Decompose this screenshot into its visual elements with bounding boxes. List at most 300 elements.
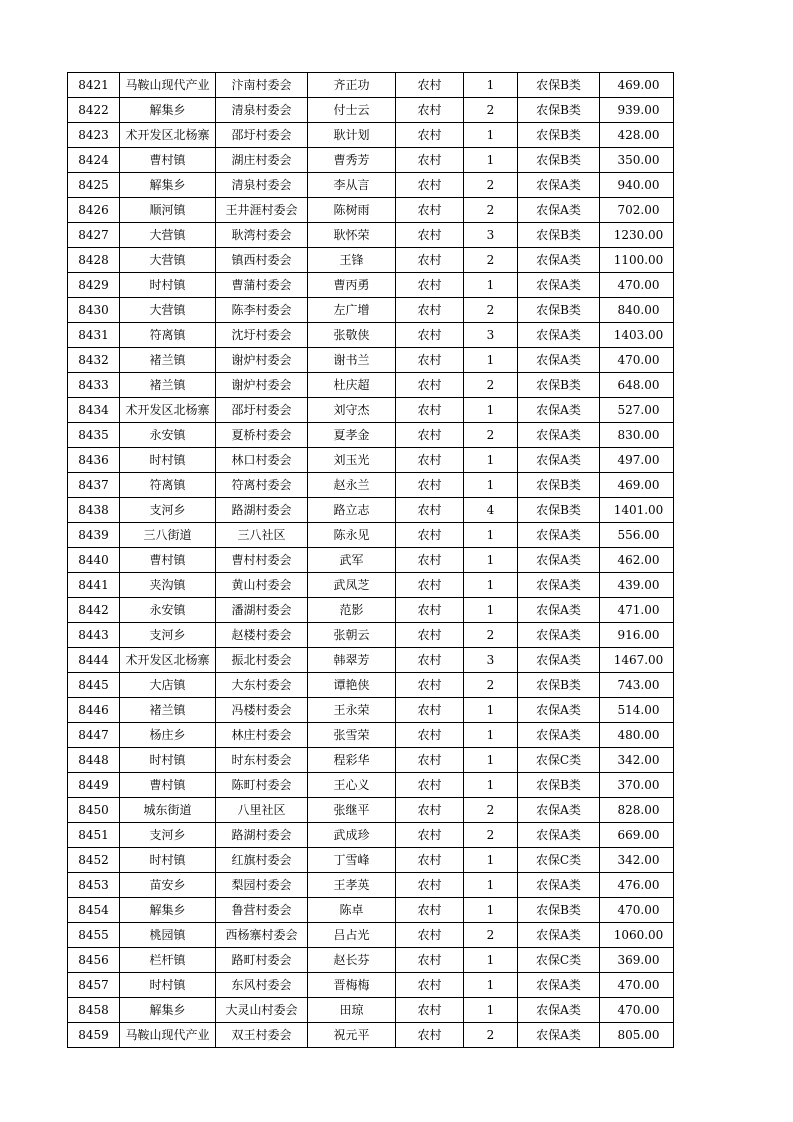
table-row	[68, 998, 674, 1023]
insurance-category-cell: 农保B类	[518, 773, 600, 798]
amount-cell: 480.00	[600, 723, 674, 748]
row-id-cell: 8459	[68, 1023, 120, 1048]
township-cell: 三八街道	[120, 523, 216, 548]
village-committee-cell: 邵圩村委会	[216, 398, 308, 423]
township-cell: 城东街道	[120, 798, 216, 823]
table-row	[68, 373, 674, 398]
household-size-cell: 2	[464, 373, 518, 398]
household-type-cell: 农村	[396, 398, 464, 423]
amount-cell: 648.00	[600, 373, 674, 398]
household-type-cell: 农村	[396, 773, 464, 798]
household-size-cell: 2	[464, 98, 518, 123]
amount-cell: 469.00	[600, 73, 674, 98]
row-id-cell: 8439	[68, 523, 120, 548]
table-body	[68, 73, 674, 1048]
table-row	[68, 398, 674, 423]
amount-cell: 939.00	[600, 98, 674, 123]
household-type-cell: 农村	[396, 173, 464, 198]
household-type-cell: 农村	[396, 498, 464, 523]
insurance-category-cell: 农保A类	[518, 698, 600, 723]
household-size-cell: 1	[464, 748, 518, 773]
person-name-cell: 田琼	[308, 998, 396, 1023]
village-committee-cell: 曹蒲村委会	[216, 273, 308, 298]
village-committee-cell: 大灵山村委会	[216, 998, 308, 1023]
table-row	[68, 73, 674, 98]
row-id-cell: 8431	[68, 323, 120, 348]
amount-cell: 342.00	[600, 748, 674, 773]
village-committee-cell: 陈町村委会	[216, 773, 308, 798]
amount-cell: 743.00	[600, 673, 674, 698]
household-type-cell: 农村	[396, 373, 464, 398]
village-committee-cell: 林庄村委会	[216, 723, 308, 748]
household-type-cell: 农村	[396, 298, 464, 323]
village-committee-cell: 夏桥村委会	[216, 423, 308, 448]
household-size-cell: 1	[464, 348, 518, 373]
person-name-cell: 曹秀芳	[308, 148, 396, 173]
township-cell: 大店镇	[120, 673, 216, 698]
insurance-category-cell: 农保B类	[518, 473, 600, 498]
table-row	[68, 498, 674, 523]
household-size-cell: 3	[464, 223, 518, 248]
township-cell: 支河乡	[120, 823, 216, 848]
village-committee-cell: 振北村委会	[216, 648, 308, 673]
row-id-cell: 8445	[68, 673, 120, 698]
row-id-cell: 8435	[68, 423, 120, 448]
insurance-category-cell: 农保A类	[518, 973, 600, 998]
village-committee-cell: 双王村委会	[216, 1023, 308, 1048]
row-id-cell: 8423	[68, 123, 120, 148]
township-cell: 时村镇	[120, 748, 216, 773]
village-committee-cell: 东风村委会	[216, 973, 308, 998]
household-type-cell: 农村	[396, 1023, 464, 1048]
household-size-cell: 2	[464, 623, 518, 648]
insurance-category-cell: 农保B类	[518, 73, 600, 98]
person-name-cell: 张继平	[308, 798, 396, 823]
person-name-cell: 谢书兰	[308, 348, 396, 373]
household-type-cell: 农村	[396, 248, 464, 273]
insurance-category-cell: 农保A类	[518, 598, 600, 623]
amount-cell: 556.00	[600, 523, 674, 548]
row-id-cell: 8437	[68, 473, 120, 498]
row-id-cell: 8449	[68, 773, 120, 798]
insurance-category-cell: 农保A类	[518, 623, 600, 648]
insurance-category-cell: 农保B类	[518, 298, 600, 323]
township-cell: 时村镇	[120, 848, 216, 873]
household-size-cell: 1	[464, 848, 518, 873]
township-cell: 褚兰镇	[120, 698, 216, 723]
row-id-cell: 8441	[68, 573, 120, 598]
insurance-category-cell: 农保A类	[518, 198, 600, 223]
insurance-category-cell: 农保A类	[518, 448, 600, 473]
household-size-cell: 1	[464, 598, 518, 623]
insurance-category-cell: 农保A类	[518, 998, 600, 1023]
table-row	[68, 548, 674, 573]
table-row	[68, 473, 674, 498]
table-row	[68, 148, 674, 173]
table-row	[68, 773, 674, 798]
township-cell: 解集乡	[120, 898, 216, 923]
household-size-cell: 2	[464, 823, 518, 848]
township-cell: 符离镇	[120, 323, 216, 348]
township-cell: 褚兰镇	[120, 348, 216, 373]
person-name-cell: 夏孝金	[308, 423, 396, 448]
person-name-cell: 耿计划	[308, 123, 396, 148]
household-type-cell: 农村	[396, 573, 464, 598]
table-row	[68, 573, 674, 598]
household-size-cell: 1	[464, 148, 518, 173]
row-id-cell: 8429	[68, 273, 120, 298]
household-size-cell: 1	[464, 948, 518, 973]
insurance-category-cell: 农保C类	[518, 948, 600, 973]
household-type-cell: 农村	[396, 798, 464, 823]
amount-cell: 470.00	[600, 348, 674, 373]
household-size-cell: 1	[464, 898, 518, 923]
township-cell: 支河乡	[120, 498, 216, 523]
insurance-category-cell: 农保A类	[518, 573, 600, 598]
row-id-cell: 8444	[68, 648, 120, 673]
amount-cell: 916.00	[600, 623, 674, 648]
person-name-cell: 张敬侠	[308, 323, 396, 348]
village-committee-cell: 邵圩村委会	[216, 123, 308, 148]
person-name-cell: 王心义	[308, 773, 396, 798]
table-row	[68, 123, 674, 148]
amount-cell: 497.00	[600, 448, 674, 473]
amount-cell: 527.00	[600, 398, 674, 423]
township-cell: 褚兰镇	[120, 373, 216, 398]
person-name-cell: 韩翠芳	[308, 648, 396, 673]
village-committee-cell: 湖庄村委会	[216, 148, 308, 173]
person-name-cell: 李从言	[308, 173, 396, 198]
household-type-cell: 农村	[396, 848, 464, 873]
amount-cell: 1100.00	[600, 248, 674, 273]
table-row	[68, 273, 674, 298]
village-committee-cell: 曹村村委会	[216, 548, 308, 573]
household-type-cell: 农村	[396, 73, 464, 98]
amount-cell: 350.00	[600, 148, 674, 173]
amount-cell: 669.00	[600, 823, 674, 848]
village-committee-cell: 时东村委会	[216, 748, 308, 773]
village-committee-cell: 潘湖村委会	[216, 598, 308, 623]
amount-cell: 369.00	[600, 948, 674, 973]
row-id-cell: 8433	[68, 373, 120, 398]
row-id-cell: 8438	[68, 498, 120, 523]
amount-cell: 1403.00	[600, 323, 674, 348]
person-name-cell: 祝元平	[308, 1023, 396, 1048]
household-type-cell: 农村	[396, 123, 464, 148]
village-committee-cell: 镇西村委会	[216, 248, 308, 273]
row-id-cell: 8455	[68, 923, 120, 948]
table-row	[68, 823, 674, 848]
person-name-cell: 张雪荣	[308, 723, 396, 748]
row-id-cell: 8447	[68, 723, 120, 748]
insurance-category-cell: 农保A类	[518, 248, 600, 273]
insurance-category-cell: 农保A类	[518, 273, 600, 298]
village-committee-cell: 路湖村委会	[216, 823, 308, 848]
township-cell: 术开发区北杨寨	[120, 123, 216, 148]
township-cell: 大营镇	[120, 223, 216, 248]
table-row	[68, 448, 674, 473]
row-id-cell: 8452	[68, 848, 120, 873]
township-cell: 解集乡	[120, 173, 216, 198]
person-name-cell: 赵永兰	[308, 473, 396, 498]
row-id-cell: 8436	[68, 448, 120, 473]
village-committee-cell: 符离村委会	[216, 473, 308, 498]
insurance-category-cell: 农保C类	[518, 748, 600, 773]
table-row	[68, 698, 674, 723]
row-id-cell: 8425	[68, 173, 120, 198]
amount-cell: 476.00	[600, 873, 674, 898]
table-row	[68, 873, 674, 898]
household-size-cell: 2	[464, 198, 518, 223]
household-type-cell: 农村	[396, 723, 464, 748]
insurance-category-cell: 农保A类	[518, 348, 600, 373]
row-id-cell: 8427	[68, 223, 120, 248]
row-id-cell: 8440	[68, 548, 120, 573]
township-cell: 顺河镇	[120, 198, 216, 223]
amount-cell: 702.00	[600, 198, 674, 223]
table-row	[68, 598, 674, 623]
person-name-cell: 曹丙勇	[308, 273, 396, 298]
amount-cell: 830.00	[600, 423, 674, 448]
township-cell: 苗安乡	[120, 873, 216, 898]
amount-cell: 370.00	[600, 773, 674, 798]
township-cell: 时村镇	[120, 973, 216, 998]
amount-cell: 470.00	[600, 898, 674, 923]
township-cell: 支河乡	[120, 623, 216, 648]
township-cell: 马鞍山现代产业	[120, 73, 216, 98]
insurance-category-cell: 农保A类	[518, 923, 600, 948]
village-committee-cell: 三八社区	[216, 523, 308, 548]
insurance-category-cell: 农保A类	[518, 873, 600, 898]
household-size-cell: 1	[464, 723, 518, 748]
table-row	[68, 898, 674, 923]
amount-cell: 469.00	[600, 473, 674, 498]
person-name-cell: 陈卓	[308, 898, 396, 923]
row-id-cell: 8434	[68, 398, 120, 423]
village-committee-cell: 路町村委会	[216, 948, 308, 973]
township-cell: 大营镇	[120, 248, 216, 273]
insurance-category-cell: 农保B类	[518, 898, 600, 923]
table-row	[68, 348, 674, 373]
insurance-category-cell: 农保A类	[518, 798, 600, 823]
person-name-cell: 耿怀荣	[308, 223, 396, 248]
person-name-cell: 刘玉光	[308, 448, 396, 473]
household-type-cell: 农村	[396, 873, 464, 898]
household-size-cell: 3	[464, 648, 518, 673]
household-type-cell: 农村	[396, 198, 464, 223]
household-type-cell: 农村	[396, 348, 464, 373]
person-name-cell: 丁雪峰	[308, 848, 396, 873]
village-committee-cell: 清泉村委会	[216, 98, 308, 123]
household-type-cell: 农村	[396, 998, 464, 1023]
village-committee-cell: 鲁营村委会	[216, 898, 308, 923]
household-type-cell: 农村	[396, 898, 464, 923]
household-type-cell: 农村	[396, 523, 464, 548]
person-name-cell: 吕占光	[308, 923, 396, 948]
person-name-cell: 晋梅梅	[308, 973, 396, 998]
household-size-cell: 2	[464, 673, 518, 698]
row-id-cell: 8443	[68, 623, 120, 648]
village-committee-cell: 黄山村委会	[216, 573, 308, 598]
table-row	[68, 173, 674, 198]
row-id-cell: 8458	[68, 998, 120, 1023]
table-row	[68, 973, 674, 998]
table-row	[68, 673, 674, 698]
village-committee-cell: 清泉村委会	[216, 173, 308, 198]
township-cell: 曹村镇	[120, 148, 216, 173]
insurance-category-cell: 农保B类	[518, 373, 600, 398]
household-size-cell: 2	[464, 1023, 518, 1048]
household-size-cell: 1	[464, 973, 518, 998]
village-committee-cell: 汴南村委会	[216, 73, 308, 98]
household-size-cell: 1	[464, 523, 518, 548]
village-committee-cell: 沈圩村委会	[216, 323, 308, 348]
person-name-cell: 杜庆超	[308, 373, 396, 398]
insurance-category-cell: 农保A类	[518, 323, 600, 348]
person-name-cell: 程彩华	[308, 748, 396, 773]
household-type-cell: 农村	[396, 648, 464, 673]
table-row	[68, 223, 674, 248]
household-size-cell: 2	[464, 798, 518, 823]
township-cell: 大营镇	[120, 298, 216, 323]
row-id-cell: 8426	[68, 198, 120, 223]
township-cell: 时村镇	[120, 273, 216, 298]
row-id-cell: 8450	[68, 798, 120, 823]
township-cell: 夹沟镇	[120, 573, 216, 598]
township-cell: 杨庄乡	[120, 723, 216, 748]
table-row	[68, 723, 674, 748]
row-id-cell: 8448	[68, 748, 120, 773]
household-size-cell: 2	[464, 248, 518, 273]
person-name-cell: 赵长芬	[308, 948, 396, 973]
household-size-cell: 1	[464, 73, 518, 98]
table-row	[68, 948, 674, 973]
village-committee-cell: 八里社区	[216, 798, 308, 823]
village-committee-cell: 耿湾村委会	[216, 223, 308, 248]
person-name-cell: 刘守杰	[308, 398, 396, 423]
row-id-cell: 8456	[68, 948, 120, 973]
household-size-cell: 2	[464, 298, 518, 323]
household-type-cell: 农村	[396, 148, 464, 173]
relief-roster-table	[67, 72, 674, 1048]
household-type-cell: 农村	[396, 598, 464, 623]
person-name-cell: 武凤芝	[308, 573, 396, 598]
village-committee-cell: 赵楼村委会	[216, 623, 308, 648]
row-id-cell: 8451	[68, 823, 120, 848]
township-cell: 马鞍山现代产业	[120, 1023, 216, 1048]
household-size-cell: 1	[464, 548, 518, 573]
household-size-cell: 1	[464, 448, 518, 473]
person-name-cell: 陈永见	[308, 523, 396, 548]
insurance-category-cell: 农保A类	[518, 523, 600, 548]
insurance-category-cell: 农保A类	[518, 398, 600, 423]
township-cell: 永安镇	[120, 598, 216, 623]
person-name-cell: 付士云	[308, 98, 396, 123]
insurance-category-cell: 农保A类	[518, 173, 600, 198]
village-committee-cell: 红旗村委会	[216, 848, 308, 873]
village-committee-cell: 西杨寨村委会	[216, 923, 308, 948]
township-cell: 解集乡	[120, 98, 216, 123]
person-name-cell: 范影	[308, 598, 396, 623]
table-row	[68, 798, 674, 823]
insurance-category-cell: 农保B类	[518, 498, 600, 523]
row-id-cell: 8442	[68, 598, 120, 623]
village-committee-cell: 陈李村委会	[216, 298, 308, 323]
row-id-cell: 8422	[68, 98, 120, 123]
township-cell: 术开发区北杨寨	[120, 398, 216, 423]
household-type-cell: 农村	[396, 948, 464, 973]
household-size-cell: 1	[464, 123, 518, 148]
amount-cell: 470.00	[600, 998, 674, 1023]
table-row	[68, 98, 674, 123]
row-id-cell: 8454	[68, 898, 120, 923]
insurance-category-cell: 农保A类	[518, 1023, 600, 1048]
village-committee-cell: 谢炉村委会	[216, 348, 308, 373]
person-name-cell: 武成珍	[308, 823, 396, 848]
household-size-cell: 1	[464, 998, 518, 1023]
village-committee-cell: 大东村委会	[216, 673, 308, 698]
amount-cell: 462.00	[600, 548, 674, 573]
village-committee-cell: 路湖村委会	[216, 498, 308, 523]
amount-cell: 1467.00	[600, 648, 674, 673]
row-id-cell: 8428	[68, 248, 120, 273]
insurance-category-cell: 农保A类	[518, 723, 600, 748]
row-id-cell: 8457	[68, 973, 120, 998]
township-cell: 解集乡	[120, 998, 216, 1023]
amount-cell: 470.00	[600, 273, 674, 298]
amount-cell: 828.00	[600, 798, 674, 823]
household-type-cell: 农村	[396, 548, 464, 573]
amount-cell: 940.00	[600, 173, 674, 198]
household-type-cell: 农村	[396, 448, 464, 473]
person-name-cell: 武军	[308, 548, 396, 573]
table-row	[68, 748, 674, 773]
household-size-cell: 1	[464, 573, 518, 598]
amount-cell: 471.00	[600, 598, 674, 623]
household-size-cell: 1	[464, 773, 518, 798]
household-size-cell: 2	[464, 923, 518, 948]
township-cell: 永安镇	[120, 423, 216, 448]
insurance-category-cell: 农保A类	[518, 823, 600, 848]
household-size-cell: 1	[464, 873, 518, 898]
household-type-cell: 农村	[396, 823, 464, 848]
table-row	[68, 248, 674, 273]
household-type-cell: 农村	[396, 748, 464, 773]
household-type-cell: 农村	[396, 973, 464, 998]
amount-cell: 1401.00	[600, 498, 674, 523]
row-id-cell: 8432	[68, 348, 120, 373]
insurance-category-cell: 农保A类	[518, 648, 600, 673]
household-size-cell: 1	[464, 473, 518, 498]
table-row	[68, 923, 674, 948]
table-row	[68, 848, 674, 873]
person-name-cell: 谭艳侠	[308, 673, 396, 698]
household-type-cell: 农村	[396, 223, 464, 248]
village-committee-cell: 冯楼村委会	[216, 698, 308, 723]
table-row	[68, 648, 674, 673]
household-type-cell: 农村	[396, 673, 464, 698]
table-row	[68, 1023, 674, 1048]
insurance-category-cell: 农保C类	[518, 848, 600, 873]
household-type-cell: 农村	[396, 923, 464, 948]
insurance-category-cell: 农保B类	[518, 223, 600, 248]
person-name-cell: 齐正功	[308, 73, 396, 98]
row-id-cell: 8430	[68, 298, 120, 323]
amount-cell: 805.00	[600, 1023, 674, 1048]
household-size-cell: 1	[464, 698, 518, 723]
row-id-cell: 8453	[68, 873, 120, 898]
table-row	[68, 323, 674, 348]
